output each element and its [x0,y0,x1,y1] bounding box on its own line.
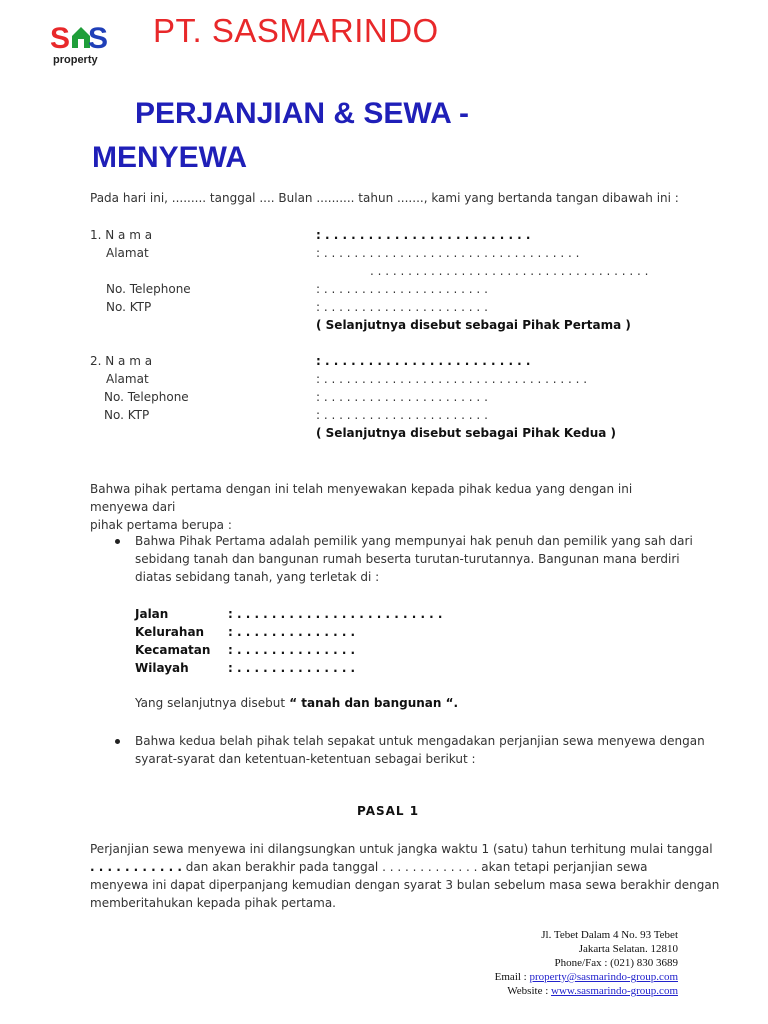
pasal-1-line-4: memberitahukan kepada pihak pertama. [90,896,336,910]
footer-website-row [495,984,678,998]
kelurahan-label: Kelurahan [135,625,205,639]
bullet-2-paragraph [135,732,705,768]
bullet-2-line-1: Bahwa kedua belah pihak telah sepakat untuk mengadakan perjanjian sewa menyewa dengan [135,734,705,748]
bullet-1-line-1: Bahwa Pihak Pertama adalah pemilik yang mempunyai hak penuh dan pemilik yang sah dari [135,534,693,548]
footer-website-link[interactable]: www.sasmarindo-group.com [551,985,678,997]
pasal-1-line-2 [90,858,690,876]
company-name: PT. SASMARINDO [153,12,439,49]
party2-address-field: : . . . . . . . . . . . . . . . . . . . . . . . . . . . . . . . . . . . [316,372,588,386]
footer-contact [495,928,678,998]
footer-address-1: Jl. Tebet Dalam 4 No. 93 Tebet [541,929,678,941]
party2-phone-label: No. Telephone [104,390,189,404]
party2-ktp-label: No. KTP [104,408,150,422]
party1-phone-label: No. Telephone [106,282,191,296]
title-line-2: MENYEWA [92,141,248,174]
footer-website-label: Website : [507,985,552,997]
referred-bold: “ tanah dan bangunan “. [285,696,459,710]
party2-name-label: 2. N a m a [90,354,153,368]
footer-phone: Phone/Fax : (021) 830 3689 [554,957,678,969]
svg-text:property: property [53,54,98,66]
party1-phone-field: : . . . . . . . . . . . . . . . . . . . . . . [316,282,488,296]
party1-ktp-field: : . . . . . . . . . . . . . . . . . . . . . . [316,300,488,314]
bullet-1-line-3: diatas sebidang tanah, yang terletak di : [135,570,380,584]
footer-address-2: Jakarta Selatan. 12810 [578,943,678,955]
jalan-field: : . . . . . . . . . . . . . . . . . . . . . . . . [228,607,443,621]
pasal-1-paragraph [90,840,720,912]
party1-note: ( Selanjutnya disebut sebagai Pihak Pertama ) [316,318,631,332]
bullet-1-paragraph [135,532,695,586]
kecamatan-field: : . . . . . . . . . . . . . . [228,643,356,657]
statement-line-1: Bahwa pihak pertama dengan ini telah menyewakan kepada pihak kedua yang dengan ini menyewa dari [90,482,633,514]
pasal-1-line-1: Perjanjian sewa menyewa ini dilangsungkan untuk jangka waktu 1 (satu) tahun terhitung mulai tanggal [90,842,713,856]
wilayah-field: : . . . . . . . . . . . . . . [228,661,356,675]
footer-email-row [495,970,678,984]
bullet-icon [115,539,120,544]
footer-email-link[interactable]: property@sasmarindo-group.com [529,971,678,983]
company-logo [50,14,112,66]
pasal-1-heading: PASAL 1 [357,804,420,818]
party1-name-label: 1. N a m a [90,228,153,242]
party1-address-field-2: . . . . . . . . . . . . . . . . . . . . . . . . . . . . . . . . . . . . . [370,264,649,278]
party1-address-field: : . . . . . . . . . . . . . . . . . . . . . . . . . . . . . . . . . . [316,246,580,260]
pasal-1-line-2-rest: dan akan berakhir pada tanggal . . . . . . . . . . . . . akan tetapi perjanjian sewa [181,860,648,874]
title-line-1: PERJANJIAN & SEWA - [135,97,469,130]
bullet-1-line-2: sebidang tanah dan bangunan rumah beserta turutan-turutannya. Bangunan mana berdiri [135,552,680,566]
bullet-icon [115,739,120,744]
intro-text: Pada hari ini, ......... tanggal .... Bulan .......... tahun ......., kami yang bertanda tangan dibawah ini : [90,191,679,205]
wilayah-label: Wilayah [135,661,189,675]
svg-text:S: S [50,22,71,55]
party2-note: ( Selanjutnya disebut sebagai Pihak Kedua ) [316,426,617,440]
footer-email-label: Email : [494,971,530,983]
party2-phone-field: : . . . . . . . . . . . . . . . . . . . . . . [316,390,488,404]
bullet-2-line-2: syarat-syarat dan ketentuan-ketentuan sebagai berikut : [135,752,476,766]
statement-paragraph [90,480,690,534]
referred-pre: Yang selanjutnya disebut [135,696,286,710]
kelurahan-field: : . . . . . . . . . . . . . . [228,625,356,639]
party1-name-field: : . . . . . . . . . . . . . . . . . . . . . . . . [316,228,531,242]
kecamatan-label: Kecamatan [135,643,211,657]
party2-name-field: : . . . . . . . . . . . . . . . . . . . . . . . . [316,354,531,368]
referred-line [135,696,458,710]
pasal-1-date-dots: . . . . . . . . . . . [90,860,182,874]
document-title [92,92,552,180]
party1-address-label: Alamat [106,246,149,260]
statement-line-2: pihak pertama berupa : [90,518,232,532]
pasal-1-line-3: menyewa ini dapat diperpanjang kemudian dengan syarat 3 bulan sebelum masa sewa berakhir dengan [90,878,720,892]
party2-ktp-field: : . . . . . . . . . . . . . . . . . . . . . . [316,408,488,422]
party2-address-label: Alamat [106,372,149,386]
party1-ktp-label: No. KTP [106,300,152,314]
jalan-label: Jalan [135,607,169,621]
svg-text:S: S [88,22,109,55]
